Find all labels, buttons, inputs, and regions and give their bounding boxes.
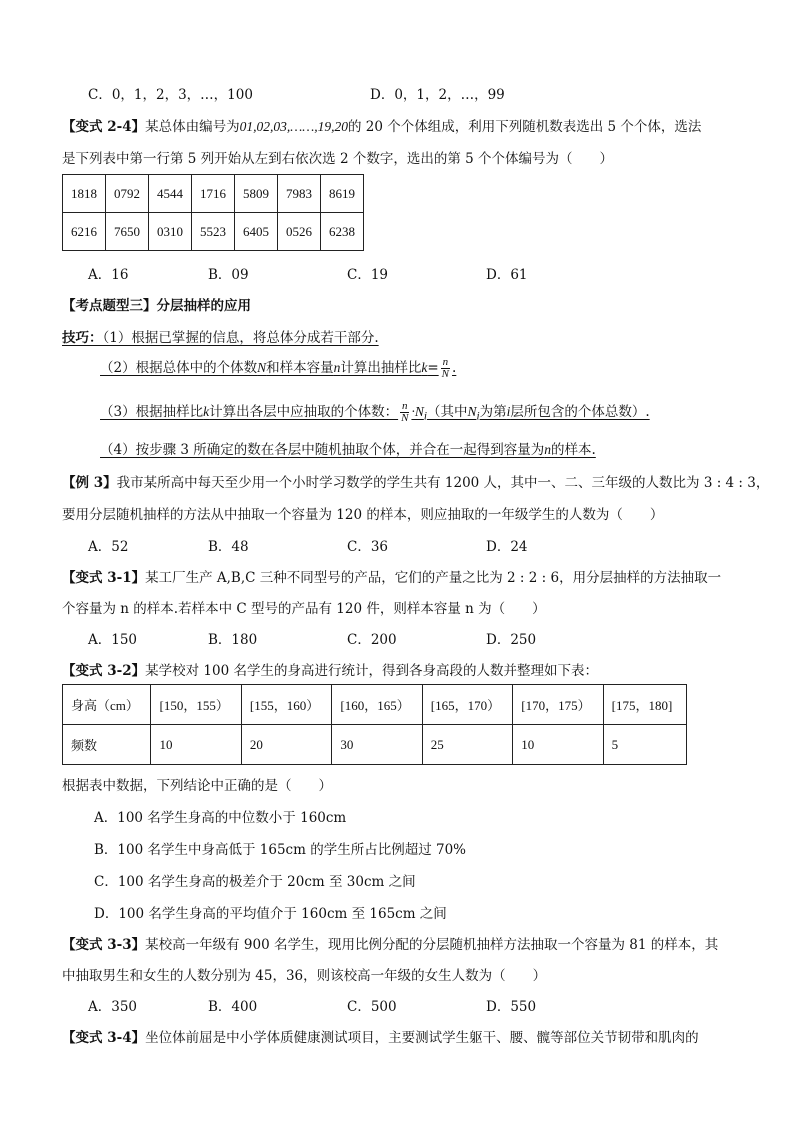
- text: 和样本容量: [266, 360, 334, 376]
- subscript: i: [476, 410, 480, 423]
- option-a: A．350: [88, 999, 138, 1015]
- numerator: n: [402, 400, 408, 412]
- text: 我市某所高中每天至少用一个小时学习数学的学生共有 1200 人，其中一、二、三年级的人数比为 3 : 4 : 3，: [116, 475, 770, 491]
- table-cell: 0310: [149, 213, 192, 251]
- tip-line-4: [100, 438, 596, 458]
- table-cell: 8619: [321, 175, 364, 213]
- math-var: N: [257, 360, 267, 375]
- option-d: D．100 名学生身高的平均值介于 160cm 至 165cm 之间: [94, 906, 447, 922]
- option-d: D．550: [486, 999, 537, 1015]
- question-tag: 【变式 2-4】: [62, 119, 146, 135]
- text: （2）根据总体中的个体数: [100, 360, 258, 376]
- question-v32-line1: [62, 659, 598, 679]
- table-cell: 1818: [63, 175, 106, 213]
- height-frequency-table: [62, 684, 687, 765]
- question-v34-line1: [62, 1026, 699, 1046]
- option-a: A．100 名学生身高的中位数小于 160cm: [94, 810, 347, 826]
- table-cell: 频数: [63, 725, 151, 765]
- text: （3）根据抽样比: [100, 404, 204, 420]
- table-header-row: [63, 685, 687, 725]
- table-header-cell: [175，180]: [603, 685, 686, 725]
- table-cell: 6405: [235, 213, 278, 251]
- option-c: C．500: [347, 999, 397, 1015]
- option-b: B．180: [208, 632, 258, 648]
- denominator: N: [401, 412, 409, 424]
- tip-text: （1）根据已掌握的信息，将总体分成若干部分.: [102, 330, 379, 346]
- table-cell: 6238: [321, 213, 364, 251]
- question-tag: 【变式 3-4】: [62, 1030, 146, 1046]
- option-c: C．19: [347, 267, 389, 283]
- question-v32-prompt: 根据表中数据，下列结论中正确的是（ ）: [62, 778, 332, 794]
- math-var: i: [506, 404, 511, 419]
- option-c: C．200: [347, 632, 397, 648]
- text: 的样本.: [551, 442, 596, 458]
- option-a: A．52: [88, 539, 129, 555]
- question-ex3-line2: 要用分层随机抽样的方法从中抽取一个容量为 120 的样本，则应抽取的一年级学生的人数为（ ）: [62, 507, 664, 523]
- option-d: D．61: [486, 267, 528, 283]
- option-d: D．250: [486, 632, 537, 648]
- table-header-cell: 身高（cm）: [63, 685, 151, 725]
- option-d: D．0，1，2，…，99: [370, 87, 505, 103]
- tip-line-3: [100, 400, 650, 424]
- math-var: k: [203, 404, 210, 419]
- fraction: [400, 401, 409, 424]
- section-title: 【考点题型三】分层抽样的应用: [62, 298, 251, 314]
- question-tag: 【变式 3-1】: [62, 570, 146, 586]
- question-v31-line1: [62, 566, 721, 586]
- math-var: N: [467, 404, 477, 419]
- math-var: n: [333, 360, 341, 375]
- option-b: B．48: [208, 539, 249, 555]
- text: 层所包含的个体总数）.: [510, 404, 650, 420]
- math-op: =: [427, 360, 439, 376]
- random-number-table: [62, 174, 364, 251]
- option-a: A．16: [88, 267, 129, 283]
- table-cell: 1716: [192, 175, 235, 213]
- table-cell: 7650: [106, 213, 149, 251]
- option-c: C．0，1，2，3，…，100: [88, 87, 253, 103]
- text: 为第: [479, 404, 507, 420]
- table-header-cell: [165，170）: [422, 685, 512, 725]
- table-row: [63, 213, 364, 251]
- table-cell: 4544: [149, 175, 192, 213]
- text: 某工厂生产 A,B,C 三种不同型号的产品，它们的产量之比为 2 : 2 : 6，用分层抽样的方法抽取一: [145, 570, 722, 586]
- text: 的 20 个个体组成，利用下列随机数表选出 5 个个体，选法: [347, 119, 702, 135]
- table-cell: 5523: [192, 213, 235, 251]
- subscript: i: [423, 410, 427, 423]
- option-b: B．400: [208, 999, 258, 1015]
- table-cell: 10: [513, 725, 603, 765]
- question-v24-line1: [62, 115, 701, 135]
- table-row: [63, 725, 687, 765]
- table-cell: 5: [603, 725, 686, 765]
- question-ex3-line1: [62, 471, 769, 491]
- text: （其中: [426, 404, 468, 420]
- question-v33-line2: 中抽取男生和女生的人数分别为 45，36，则该校高一年级的女生人数为（ ）: [62, 968, 547, 984]
- question-tag: 【变式 3-2】: [62, 663, 146, 679]
- table-cell: 20: [241, 725, 331, 765]
- table-row: [63, 175, 364, 213]
- table-header-cell: [160，165）: [332, 685, 422, 725]
- option-d: D．24: [486, 539, 528, 555]
- fraction: [441, 357, 450, 380]
- option-c: C．100 名学生身高的极差介于 20cm 至 30cm 之间: [94, 874, 416, 890]
- table-header-cell: [155，160）: [241, 685, 331, 725]
- math-var: ·N: [411, 404, 424, 419]
- denominator: N: [441, 368, 450, 380]
- math-var: k: [421, 360, 428, 375]
- math-text: 01,02,03,……,19,20: [239, 119, 348, 134]
- table-cell: 6216: [63, 213, 106, 251]
- question-v31-line2: 个容量为 n 的样本.若样本中 C 型号的产品有 120 件，则样本容量 n 为（ ）: [62, 601, 546, 617]
- option-c: C．36: [347, 539, 389, 555]
- text: 某校高一年级有 900 名学生，现用比例分配的分层随机抽样方法抽取一个容量为 81 的样本，其: [145, 937, 719, 953]
- question-v33-line1: [62, 933, 718, 953]
- table-cell: 30: [332, 725, 422, 765]
- table-cell: 5809: [235, 175, 278, 213]
- text: 某总体由编号为: [145, 119, 240, 135]
- question-v24-line2: 是下列表中第一行第 5 列开始从左到右依次选 2 个数字，选出的第 5 个个体编号为（ ）: [62, 151, 614, 167]
- numerator: n: [442, 356, 449, 368]
- math-var: n: [544, 442, 552, 457]
- table-cell: 0526: [278, 213, 321, 251]
- text: 坐位体前屈是中小学体质健康测试项目，主要测试学生躯干、腰、髋等部位关节韧带和肌肉的: [145, 1030, 699, 1046]
- question-tag: 【变式 3-3】: [62, 937, 146, 953]
- table-cell: 7983: [278, 175, 321, 213]
- option-b: B．100 名学生中身高低于 165cm 的学生所占比例超过 70%: [94, 842, 466, 858]
- text: 计算出抽样比: [340, 360, 422, 376]
- text: （4）按步骤 3 所确定的数在各层中随机抽取个体，并合在一起得到容量为: [100, 442, 545, 458]
- text: 某学校对 100 名学生的身高进行统计，得到各身高段的人数并整理如下表：: [145, 663, 598, 679]
- table-header-cell: [170，175）: [513, 685, 603, 725]
- question-tag: 【例 3】: [62, 475, 117, 491]
- tip-line-1: [62, 326, 379, 346]
- option-a: A．150: [88, 632, 138, 648]
- table-cell: 25: [422, 725, 512, 765]
- text: 计算出各层中应抽取的个体数：: [209, 404, 399, 420]
- table-cell: 0792: [106, 175, 149, 213]
- table-cell: 10: [151, 725, 241, 765]
- table-header-cell: [150，155）: [151, 685, 241, 725]
- option-b: B．09: [208, 267, 249, 283]
- tip-line-2: （2）根据总体中的个体数N和样本容量n计算出抽样比k= $\frac{n}{N}$ .: [100, 356, 457, 380]
- tip-label: 技巧：: [62, 330, 103, 346]
